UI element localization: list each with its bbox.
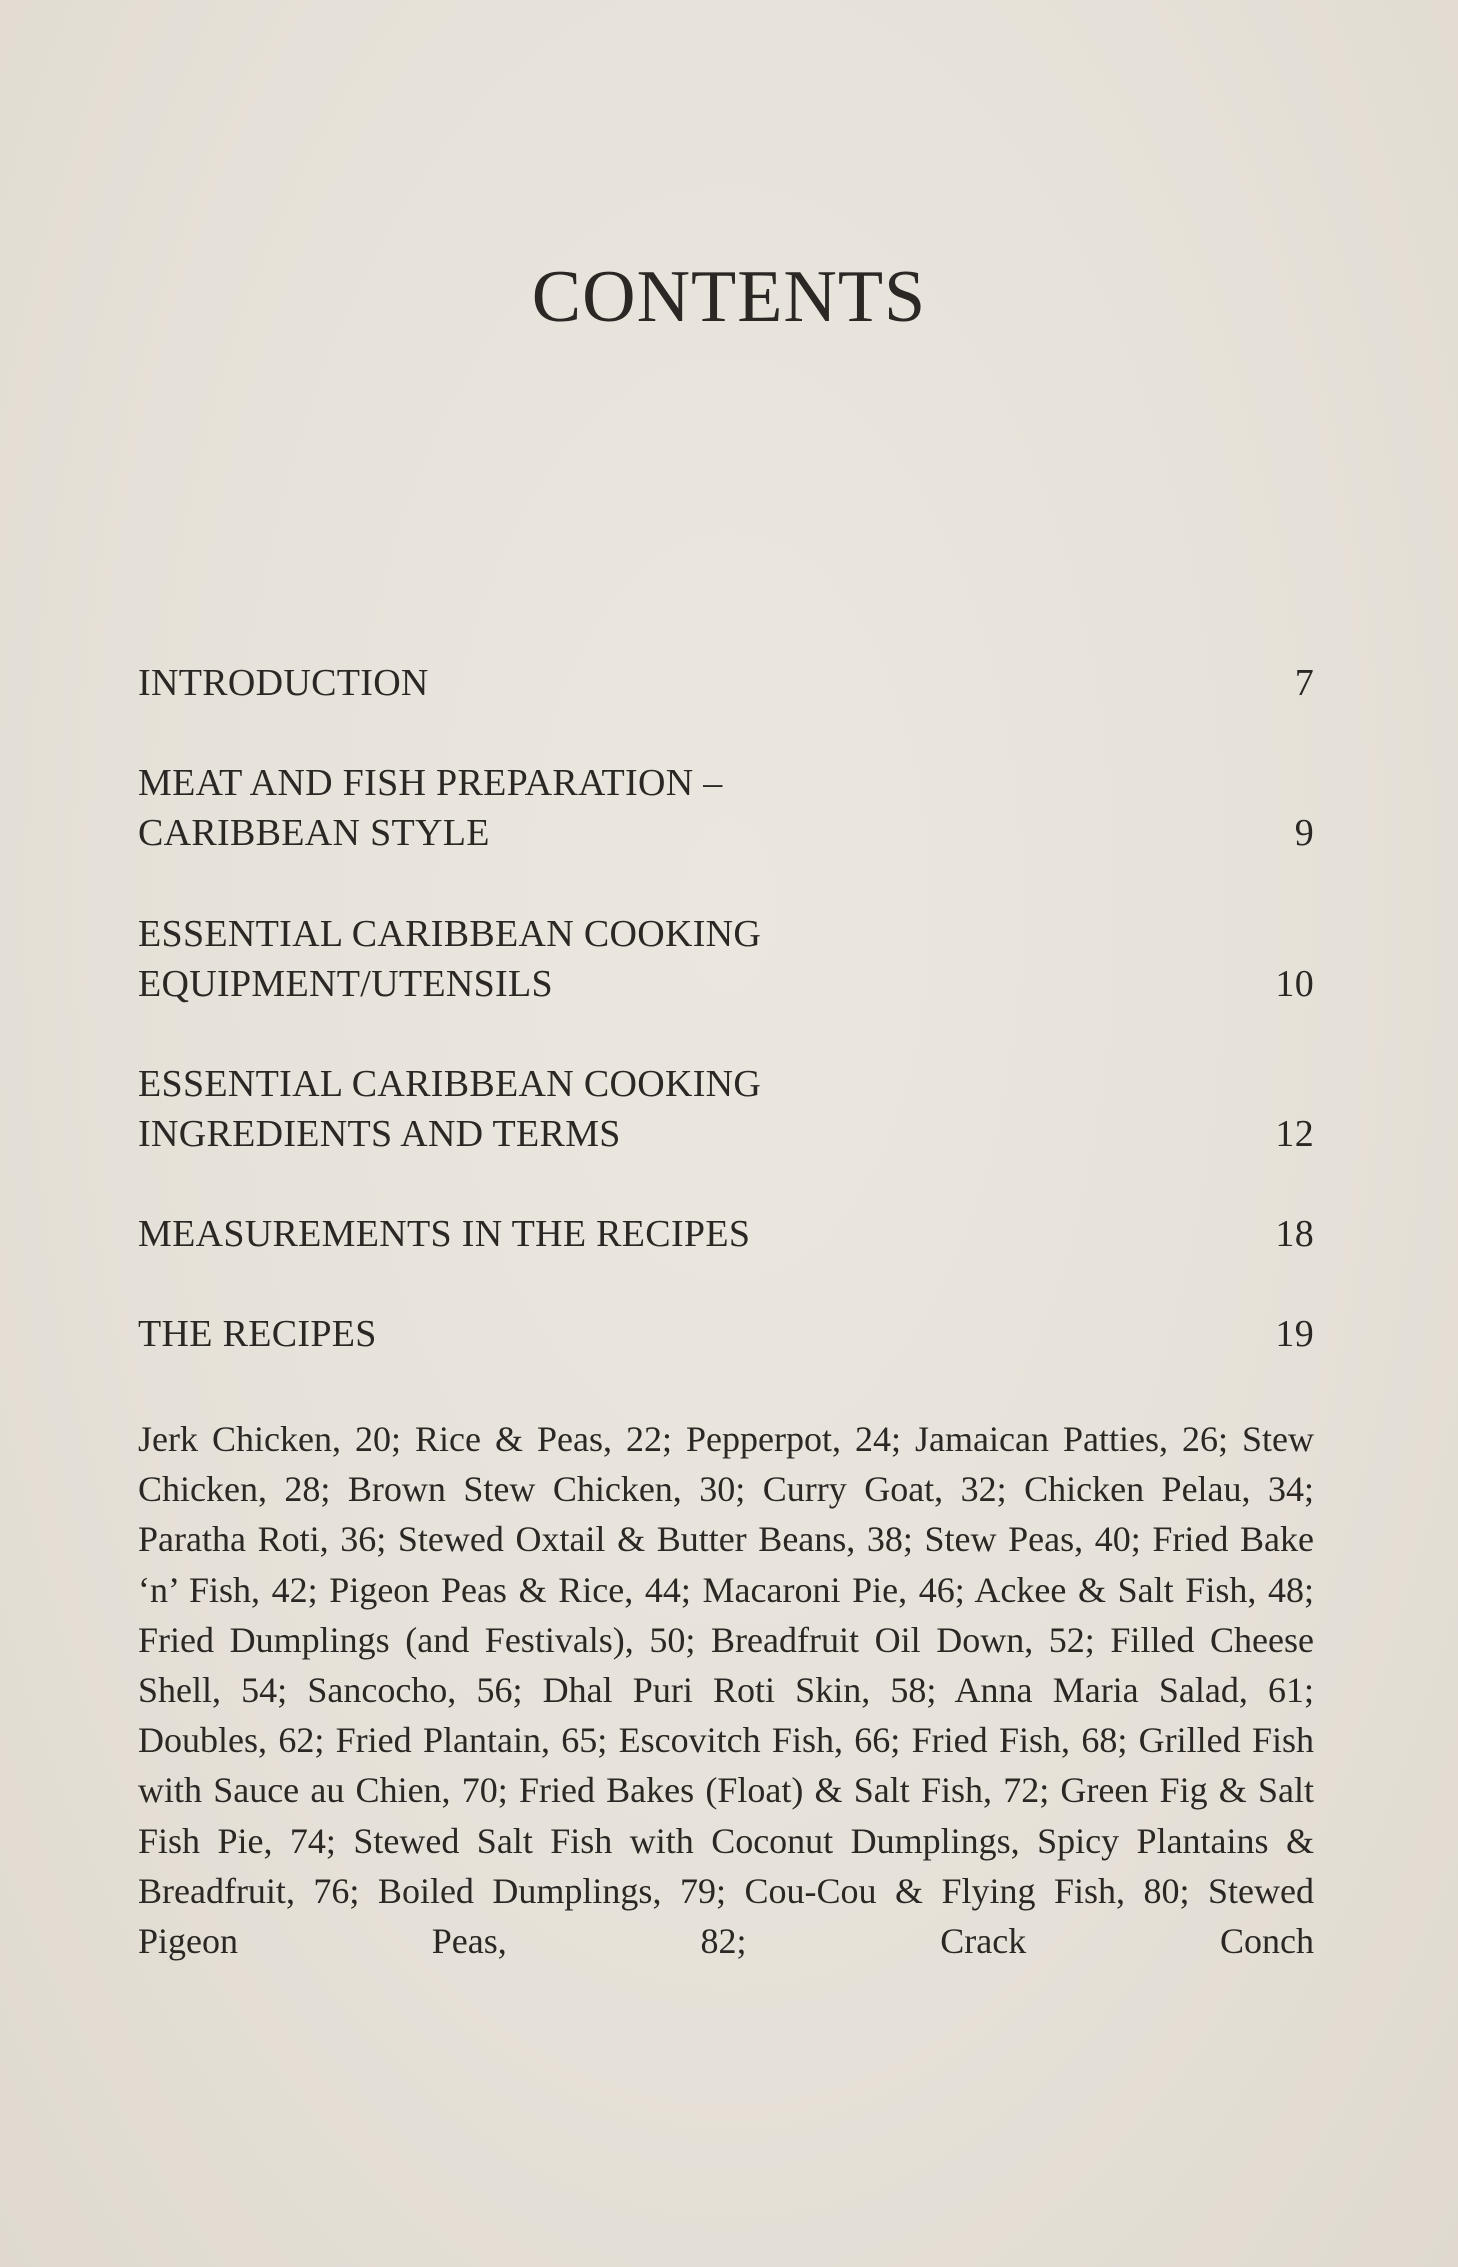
toc-entry-label: ESSENTIAL CARIBBEAN COOKING — [138, 1063, 762, 1105]
toc-entry-label-line2: CARIBBEAN STYLE — [138, 812, 490, 854]
toc-entry-label: MEASUREMENTS IN THE RECIPES — [138, 1213, 751, 1255]
toc-entry-equipment-utensils — [138, 909, 1314, 1009]
toc-entry-label: ESSENTIAL CARIBBEAN COOKING — [138, 913, 762, 955]
toc-entry-label: THE RECIPES — [138, 1313, 377, 1355]
toc-entry-measurements — [138, 1209, 1314, 1259]
page-title: CONTENTS — [531, 256, 927, 338]
toc-entry-page-number: 7 — [1294, 662, 1314, 704]
toc-entry-label: MEAT AND FISH PREPARATION – — [138, 762, 723, 804]
toc-entry-page-number: 18 — [1275, 1213, 1314, 1255]
toc-entry-ingredients-and-terms — [138, 1059, 1314, 1159]
toc-entry-page-number: 10 — [1275, 963, 1314, 1005]
toc-entry-page-number: 9 — [1294, 812, 1314, 854]
toc-entry-page-number: 12 — [1275, 1113, 1314, 1155]
toc-entry-label: INTRODUCTION — [138, 662, 429, 704]
toc-entry-introduction — [138, 658, 1314, 708]
toc-entry-label-line2: INGREDIENTS AND TERMS — [138, 1113, 621, 1155]
toc-entry-label-line2: EQUIPMENT/UTENSILS — [138, 963, 553, 1005]
recipes-list: Jerk Chicken, 20; Rice & Peas, 22; Pepperpot, 24; Jamaican Patties, 26; Stew Chicken, 28; Brown Stew Chicken, 30; Curry Goat, 32; Chicken Pelau, 34; Paratha Roti, 36; Stewed Oxtail & Butter Beans, 38; Stew Peas, 40; Fried Bake ‘n’ Fish, 42; Pigeon Peas & Rice, 44; Macaroni Pie, 46; Ackee & Salt Fish, 48; Fried Dumplings (and Festivals), 50; Breadfruit Oil Down, 52; Filled Cheese Shell, 54; Sancocho, 56; Dhal Puri Roti Skin, 58; Anna Maria Salad, 61; Doubles, 62; Fried Plantain, 65; Escovitch Fish, 66; Fried Fish, 68; Grilled Fish with Sauce au Chien, 70; Fried Bakes (Float) & Salt Fish, 72; Green Fig & Salt Fish Pie, 74; Stewed Salt Fish with Coconut Dumplings, Spicy Plantains & Breadfruit, 76; Boiled Dumplings, 79; Cou-Cou & Flying Fish, 80; Stewed Pigeon Peas, 82; Crack Conch — [138, 1419, 1314, 1962]
toc-entry-page-number: 19 — [1275, 1313, 1314, 1355]
toc-entry-the-recipes — [138, 1309, 1314, 1359]
toc-entry-meat-and-fish-preparation — [138, 758, 1314, 858]
